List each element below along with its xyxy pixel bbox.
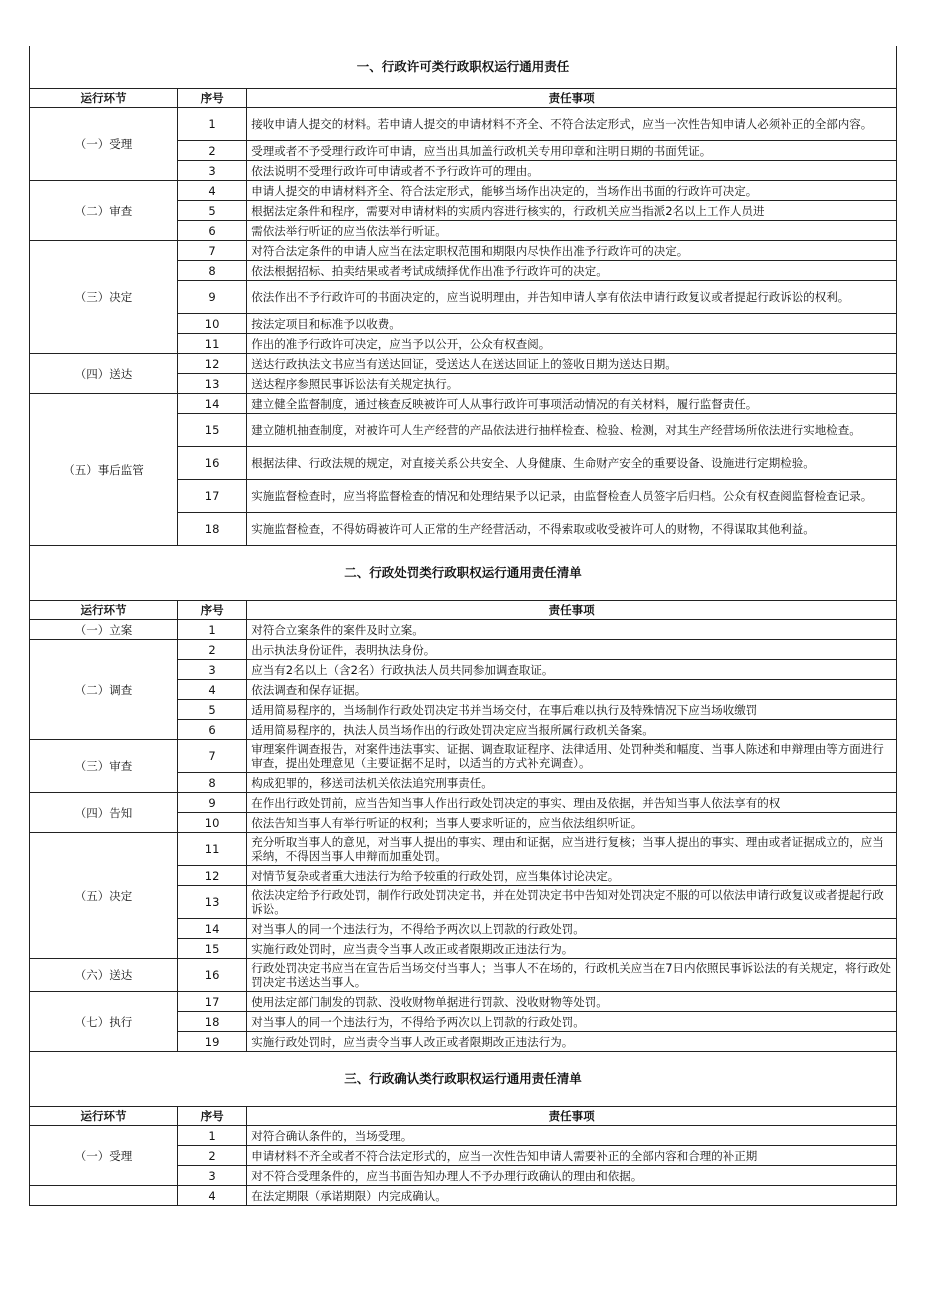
table-row	[30, 354, 897, 374]
matter-cell: 根据法律、行政法规的规定，对直接关系公共安全、人身健康、生命财产安全的重要设备、设施进行定期检验。	[247, 447, 897, 480]
matter-cell: 作出的准予行政许可决定，应当予以公开，公众有权查阅。	[247, 334, 897, 354]
section-title-row	[30, 46, 897, 89]
table-row	[30, 394, 897, 414]
number-cell: 14	[177, 394, 246, 414]
stage-column-header: 运行环节	[30, 89, 178, 108]
table-row	[30, 740, 897, 773]
matter-cell: 依法说明不受理行政许可申请或者不予行政许可的理由。	[247, 161, 897, 181]
responsibility-document	[29, 46, 897, 1206]
number-cell: 7	[177, 740, 246, 773]
table-row	[30, 1186, 897, 1206]
matter-cell: 实施行政处罚时，应当责令当事人改正或者限期改正违法行为。	[247, 939, 897, 959]
stage-cell: （四）告知	[30, 793, 178, 833]
matter-cell: 接收申请人提交的材料。若申请人提交的申请材料不齐全、不符合法定形式，应当一次性告知申请人必须补正的全部内容。	[247, 108, 897, 141]
stage-cell	[30, 1186, 178, 1206]
number-cell: 14	[177, 919, 246, 939]
number-cell: 3	[177, 660, 246, 680]
number-cell: 3	[177, 1166, 246, 1186]
number-cell: 8	[177, 773, 246, 793]
stage-cell: （一）立案	[30, 620, 178, 640]
matter-column-header: 责任事项	[247, 601, 897, 620]
table-row	[30, 108, 897, 141]
number-cell: 18	[177, 1012, 246, 1032]
section-title: 二、行政处罚类行政职权运行通用责任清单	[30, 546, 897, 601]
matter-cell: 送达行政执法文书应当有送达回证，受送达人在送达回证上的签收日期为送达日期。	[247, 354, 897, 374]
matter-column-header: 责任事项	[247, 89, 897, 108]
number-cell: 8	[177, 261, 246, 281]
number-cell: 17	[177, 480, 246, 513]
matter-cell: 构成犯罪的，移送司法机关依法追究刑事责任。	[247, 773, 897, 793]
number-cell: 2	[177, 141, 246, 161]
matter-cell: 对当事人的同一个违法行为，不得给予两次以上罚款的行政处罚。	[247, 919, 897, 939]
matter-cell: 建立随机抽查制度，对被许可人生产经营的产品依法进行抽样检查、检验、检测，对其生产经营场所依法进行实地检查。	[247, 414, 897, 447]
number-cell: 9	[177, 793, 246, 813]
table-row	[30, 1126, 897, 1146]
stage-cell: （三）决定	[30, 241, 178, 354]
number-cell: 9	[177, 281, 246, 314]
number-cell: 4	[177, 680, 246, 700]
number-cell: 11	[177, 833, 246, 866]
matter-cell: 对不符合受理条件的，应当书面告知办理人不予办理行政确认的理由和依据。	[247, 1166, 897, 1186]
number-cell: 16	[177, 447, 246, 480]
table-row	[30, 992, 897, 1012]
matter-cell: 对符合确认条件的，当场受理。	[247, 1126, 897, 1146]
matter-cell: 对符合立案条件的案件及时立案。	[247, 620, 897, 640]
number-cell: 3	[177, 161, 246, 181]
matter-cell: 根据法定条件和程序，需要对申请材料的实质内容进行核实的，行政机关应当指派2名以上工作人员进	[247, 201, 897, 221]
number-column-header: 序号	[177, 601, 246, 620]
number-cell: 2	[177, 640, 246, 660]
matter-cell: 对情节复杂或者重大违法行为给予较重的行政处罚，应当集体讨论决定。	[247, 866, 897, 886]
number-cell: 5	[177, 201, 246, 221]
number-cell: 4	[177, 181, 246, 201]
number-cell: 6	[177, 720, 246, 740]
matter-cell: 送达程序参照民事诉讼法有关规定执行。	[247, 374, 897, 394]
matter-cell: 依法调查和保存证据。	[247, 680, 897, 700]
table-row	[30, 833, 897, 866]
matter-cell: 适用简易程序的，当场制作行政处罚决定书并当场交付，在事后难以执行及特殊情况下应当场收缴罚	[247, 700, 897, 720]
matter-cell: 建立健全监督制度，通过核查反映被许可人从事行政许可事项活动情况的有关材料，履行监督责任。	[247, 394, 897, 414]
table-row	[30, 959, 897, 992]
table-row	[30, 620, 897, 640]
number-column-header: 序号	[177, 1107, 246, 1126]
number-cell: 12	[177, 866, 246, 886]
table-header-row	[30, 1107, 897, 1126]
number-cell: 4	[177, 1186, 246, 1206]
number-cell: 6	[177, 221, 246, 241]
number-cell: 18	[177, 513, 246, 546]
number-cell: 15	[177, 414, 246, 447]
stage-cell: （七）执行	[30, 992, 178, 1052]
number-cell: 10	[177, 314, 246, 334]
number-column-header: 序号	[177, 89, 246, 108]
matter-cell: 行政处罚决定书应当在宣告后当场交付当事人；当事人不在场的，行政机关应当在7日内依照民事诉讼法的有关规定，将行政处罚决定书送达当事人。	[247, 959, 897, 992]
section-title-row	[30, 546, 897, 601]
matter-cell: 依法告知当事人有举行听证的权利；当事人要求听证的，应当依法组织听证。	[247, 813, 897, 833]
number-cell: 5	[177, 700, 246, 720]
matter-cell: 受理或者不予受理行政许可申请，应当出具加盖行政机关专用印章和注明日期的书面凭证。	[247, 141, 897, 161]
matter-cell: 适用简易程序的，执法人员当场作出的行政处罚决定应当报所属行政机关备案。	[247, 720, 897, 740]
matter-cell: 审理案件调查报告，对案件违法事实、证据、调查取证程序、法律适用、处罚种类和幅度、当事人陈述和申辩理由等方面进行审查，提出处理意见（主要证据不足时，以适当的方式补充调查）。	[247, 740, 897, 773]
stage-cell: （二）审查	[30, 181, 178, 241]
stage-cell: （五）事后监管	[30, 394, 178, 546]
number-cell: 13	[177, 886, 246, 919]
stage-cell: （二）调查	[30, 640, 178, 740]
matter-cell: 依法决定给予行政处罚，制作行政处罚决定书，并在处罚决定书中告知对处罚决定不服的可以依法申请行政复议或者提起行政诉讼。	[247, 886, 897, 919]
number-cell: 16	[177, 959, 246, 992]
matter-cell: 实施监督检查时，应当将监督检查的情况和处理结果予以记录，由监督检查人员签字后归档。公众有权查阅监督检查记录。	[247, 480, 897, 513]
matter-cell: 需依法举行听证的应当依法举行听证。	[247, 221, 897, 241]
table-header-row	[30, 89, 897, 108]
table-header-row	[30, 601, 897, 620]
matter-cell: 依法作出不予行政许可的书面决定的，应当说明理由，并告知申请人享有依法申请行政复议或者提起行政诉讼的权利。	[247, 281, 897, 314]
stage-cell: （六）送达	[30, 959, 178, 992]
stage-column-header: 运行环节	[30, 1107, 178, 1126]
section-title: 一、行政许可类行政职权运行通用责任	[30, 46, 897, 89]
number-cell: 13	[177, 374, 246, 394]
matter-cell: 使用法定部门制发的罚款、没收财物单据进行罚款、没收财物等处罚。	[247, 992, 897, 1012]
stage-cell: （三）审查	[30, 740, 178, 793]
stage-cell: （五）决定	[30, 833, 178, 959]
matter-cell: 实施监督检查，不得妨碍被许可人正常的生产经营活动，不得索取或收受被许可人的财物，不得谋取其他利益。	[247, 513, 897, 546]
number-cell: 1	[177, 1126, 246, 1146]
matter-cell: 对符合法定条件的申请人应当在法定职权范围和期限内尽快作出准予行政许可的决定。	[247, 241, 897, 261]
number-cell: 11	[177, 334, 246, 354]
matter-cell: 申请人提交的申请材料齐全、符合法定形式，能够当场作出决定的，当场作出书面的行政许可决定。	[247, 181, 897, 201]
number-cell: 7	[177, 241, 246, 261]
table-row	[30, 793, 897, 813]
section-title: 三、行政确认类行政职权运行通用责任清单	[30, 1052, 897, 1107]
table-row	[30, 181, 897, 201]
number-cell: 17	[177, 992, 246, 1012]
stage-cell: （一）受理	[30, 1126, 178, 1186]
matter-cell: 对当事人的同一个违法行为，不得给予两次以上罚款的行政处罚。	[247, 1012, 897, 1032]
stage-column-header: 运行环节	[30, 601, 178, 620]
matter-cell: 充分听取当事人的意见，对当事人提出的事实、理由和证据，应当进行复核；当事人提出的事实、理由或者证据成立的，应当采纳，不得因当事人申辩而加重处罚。	[247, 833, 897, 866]
matter-cell: 出示执法身份证件，表明执法身份。	[247, 640, 897, 660]
number-cell: 19	[177, 1032, 246, 1052]
table-row	[30, 241, 897, 261]
matter-cell: 申请材料不齐全或者不符合法定形式的，应当一次性告知申请人需要补正的全部内容和合理的补正期	[247, 1146, 897, 1166]
matter-column-header: 责任事项	[247, 1107, 897, 1126]
matter-cell: 在法定期限（承诺期限）内完成确认。	[247, 1186, 897, 1206]
responsibility-table	[29, 46, 897, 1206]
number-cell: 1	[177, 108, 246, 141]
matter-cell: 按法定项目和标准予以收费。	[247, 314, 897, 334]
matter-cell: 实施行政处罚时，应当责令当事人改正或者限期改正违法行为。	[247, 1032, 897, 1052]
table-row	[30, 640, 897, 660]
matter-cell: 依法根据招标、拍卖结果或者考试成绩择优作出准予行政许可的决定。	[247, 261, 897, 281]
number-cell: 12	[177, 354, 246, 374]
stage-cell: （一）受理	[30, 108, 178, 181]
matter-cell: 应当有2名以上（含2名）行政执法人员共同参加调查取证。	[247, 660, 897, 680]
section-title-row	[30, 1052, 897, 1107]
number-cell: 1	[177, 620, 246, 640]
number-cell: 15	[177, 939, 246, 959]
number-cell: 2	[177, 1146, 246, 1166]
stage-cell: （四）送达	[30, 354, 178, 394]
matter-cell: 在作出行政处罚前，应当告知当事人作出行政处罚决定的事实、理由及依据，并告知当事人依法享有的权	[247, 793, 897, 813]
number-cell: 10	[177, 813, 246, 833]
